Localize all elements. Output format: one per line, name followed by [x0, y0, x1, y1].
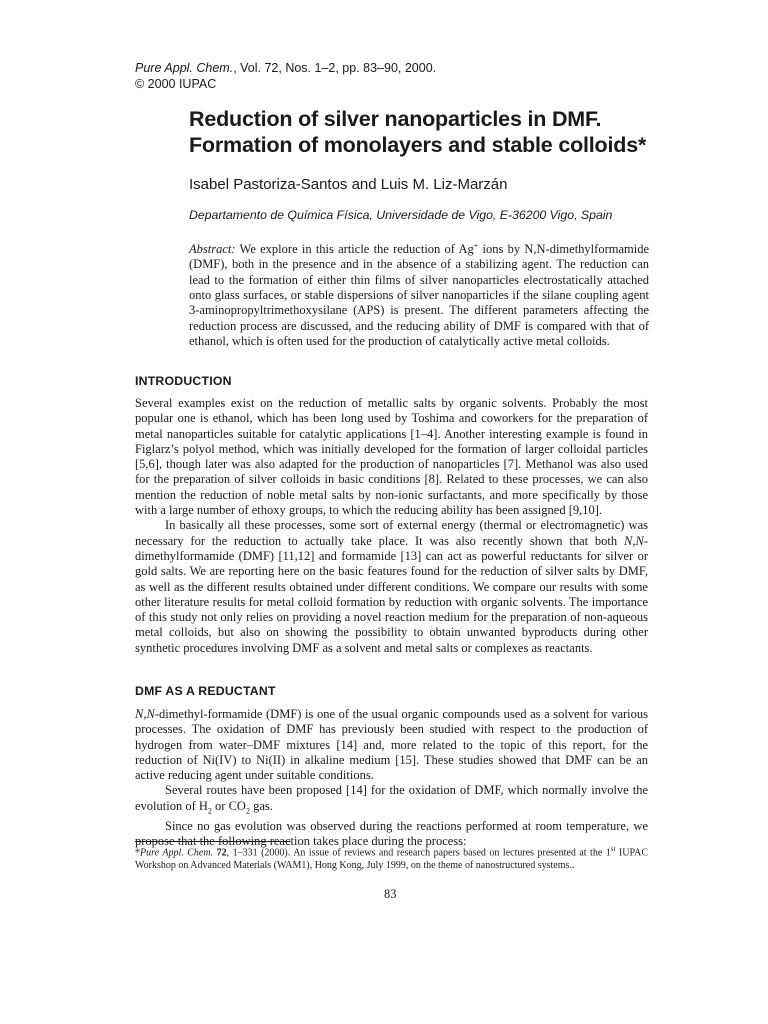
- subscript: 2: [245, 806, 250, 816]
- text-run: or CO: [211, 798, 246, 813]
- paragraph: [135, 783, 648, 818]
- paper-title: [189, 106, 709, 158]
- paragraph: Several examples exist on the reduction of metallic salts by organic solvents. Probably the most popular one is ethanol, which has been long used by Toshima and coworkers for the preparation of metal nanoparticles suitable for catalytic applications [1–4]. Another interesting example is found in Figlarz’s polyol method, which was initially developed for the formation of larger colloidal particles [5,6], though later was also adapted for the production of nanoparticles [7]. Methanol was also used for the preparation of silver colloids in basic conditions [8]. Related to these processes, we can also mention the reduction of noble metal salts by non-ionic surfactants, and more specifically by those with a large number of ethoxy groups, to which the reducing ability has been assigned [9,10].: [135, 396, 648, 518]
- journal-header: [135, 60, 436, 92]
- affiliation: Departamento de Química Física, Universidade de Vigo, E-36200 Vigo, Spain: [189, 208, 613, 222]
- paragraph: [135, 707, 648, 783]
- citation-details: , Vol. 72, Nos. 1–2, pp. 83–90, 2000.: [233, 61, 437, 75]
- text-run: -dimethyl-formamide (DMF) is one of the usual organic compounds used as a solvent for various processes. The oxidation of DMF has previously been studied with respect to the production of hydrogen from water–DMF mixtures [14] and, more related to the topic of this report, for the reduction of Ni(IV) to Ni(II) in alkaline medium [15]. These studies showed that DMF can be an active reducing agent under suitable conditions.: [135, 707, 648, 783]
- title-line-2: Formation of monolayers and stable colloids*: [189, 133, 647, 157]
- dmf-body: [135, 707, 648, 849]
- title-line-1: Reduction of silver nanoparticles in DMF.: [189, 107, 602, 131]
- text-run: Several routes have been proposed [14] for the oxidation of DMF, which normally involve the evolution of H: [135, 783, 648, 813]
- footnote: [135, 843, 648, 872]
- footnote-text-cont: IUPAC Workshop on Advanced Materials (WAM1), Hong Kong, July 1999, on the theme of nanostructured systems..: [135, 847, 649, 872]
- superscript: st: [610, 845, 616, 853]
- footnote-volume: 72: [216, 847, 227, 859]
- abstract-text: We explore in this article the reduction of Ag: [235, 242, 474, 257]
- paragraph: [135, 518, 648, 656]
- authors: Isabel Pastoriza-Santos and Luis M. Liz-Marzán: [189, 176, 508, 193]
- footnote-mark: *: [135, 847, 140, 859]
- struck-text: propose that the following reac: [135, 833, 291, 848]
- abstract-text-cont: ions by N,N-dimethylformamide (DMF), both in the presence and in the absence of a stabilizing agent. The reduction can lead to the formation of either thin films of silver nanoparticles electrostatically attached onto glass surfaces, or stable dispersions of silver nanoparticles if the silane coupling agent 3-aminopropyltrimethoxysilane (APS) is present. The different parameters affecting the reduction process are discussed, and the reducing ability of DMF is compared with that of ethanol, which is often used for the production of catalytically active metal colloids.: [189, 242, 649, 348]
- introduction-body: [135, 396, 648, 656]
- subscript: 2: [207, 806, 212, 816]
- footnote-journal: Pure Appl. Chem.: [140, 847, 214, 859]
- copyright: © 2000 IUPAC: [135, 77, 217, 91]
- text-run: tion takes place during the process:: [290, 833, 467, 848]
- italic-run: N,N: [624, 533, 644, 548]
- abstract-label: Abstract:: [189, 242, 236, 257]
- text-run: Since no gas evolution was observed during the reactions performed at room temperature, we: [165, 818, 648, 833]
- text-run: In basically all these processes, some sort of external energy (thermal or electromagnetic) was necessary for the reduction to actually take place. It was also recently shown that both: [135, 518, 648, 548]
- text-run: -dimethylformamide (DMF) [11,12] and formamide [13] can act as powerful reductants for silver or gold salts. We are reporting here on the basic features found for the reduction of silver salts by DMF, as well as the different results obtained under different conditions. We compare our results with some other literature results for metal colloid formation by reduction with organic solvents. The importance of this study not only relies on providing a novel reaction medium for the preparation of non-aqueous metal colloids, but also on showing the possibility to obtain unwanted byproducts during other synthetic procedures involving DMF as a solvent and metal salts or complexes as reactants.: [135, 533, 648, 655]
- journal-name: Pure Appl. Chem.: [135, 61, 234, 75]
- page-number: 83: [384, 887, 397, 901]
- text-run: gas.: [249, 798, 273, 813]
- footnote-text: , 1–331 (2000). An issue of reviews and research papers based on lectures presented at the 1: [226, 847, 611, 859]
- abstract: [189, 238, 649, 349]
- section-heading-dmf: DMF AS A REDUCTANT: [135, 684, 276, 698]
- section-heading-introduction: INTRODUCTION: [135, 374, 232, 388]
- italic-run: N,N: [135, 707, 155, 721]
- citation-line: [135, 60, 436, 76]
- superscript: +: [473, 241, 479, 250]
